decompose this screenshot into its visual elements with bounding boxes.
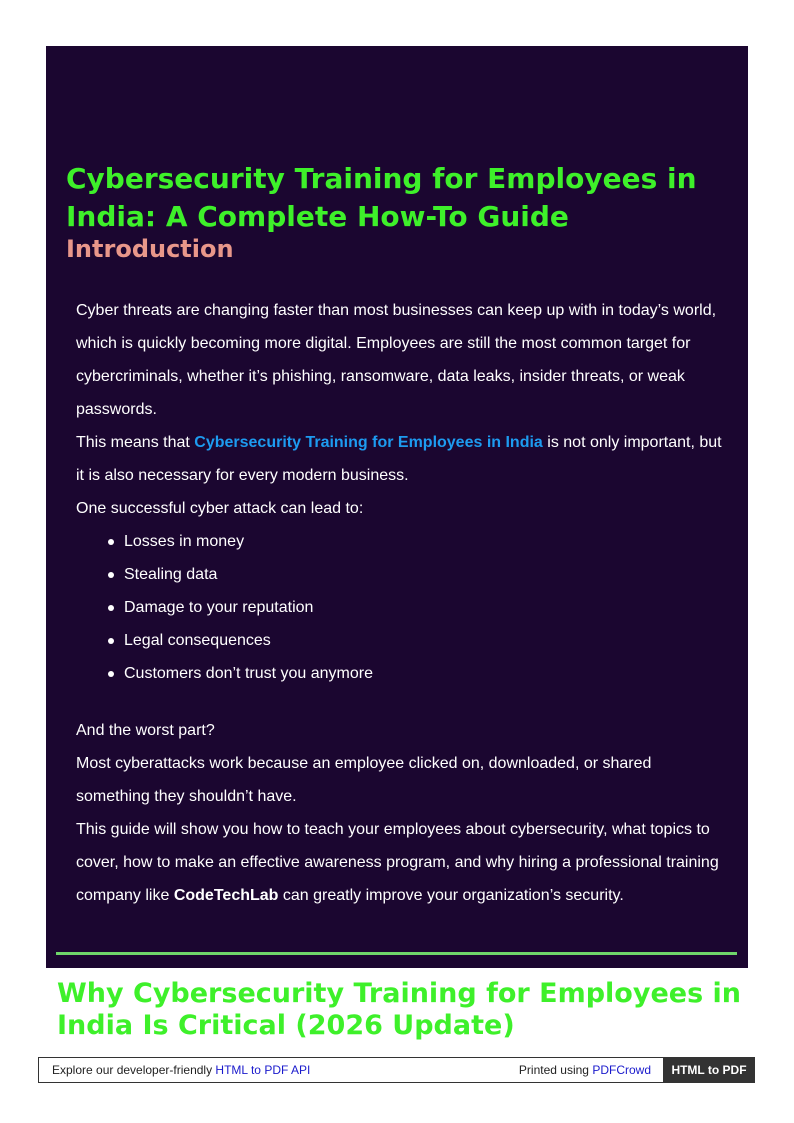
list-item: Customers don’t trust you anymore: [106, 657, 726, 690]
paragraph-importance: [76, 426, 726, 492]
section-title: Why Cybersecurity Training for Employees in India Is Critical (2026 Update): [57, 978, 742, 1041]
paragraph-guide-prefix: This guide will show you how to teach your employees about cybersecurity, what topics to cover, how to make an effective awareness program, and why hiring a professional training company like: [76, 821, 719, 904]
footer-explore: [52, 1063, 310, 1077]
training-link[interactable]: Cybersecurity Training for Employees in India: [194, 434, 543, 451]
intro-heading: Introduction: [66, 235, 234, 263]
list-item: Losses in money: [106, 525, 726, 558]
page-title: Cybersecurity Training for Employees in India: A Complete How-To Guide: [66, 162, 697, 233]
section-divider: [56, 952, 737, 955]
paragraph-guide-suffix: can greatly improve your organization’s security.: [278, 887, 624, 904]
paragraph-threats: Cyber threats are changing faster than most businesses can keep up with in today’s world, which is quickly becoming more digital. Employees are still the most common target for cybercriminals, whether it’s phishing, ransomware, data leaks, insider threats, or weak passwords.: [76, 302, 717, 418]
list-item: Stealing data: [106, 558, 726, 591]
html-to-pdf-badge[interactable]: HTML to PDF: [663, 1057, 755, 1083]
consequences-list: [76, 525, 726, 690]
brand-name: CodeTechLab: [173, 887, 279, 904]
paragraph-employee-clicks: Most cyberattacks work because an employee clicked on, downloaded, or shared something they shouldn’t have.: [76, 755, 652, 805]
spacer: [76, 690, 726, 714]
footer-printed: [519, 1063, 651, 1077]
pdfcrowd-link[interactable]: PDFCrowd: [592, 1063, 651, 1077]
article-body: [76, 294, 726, 912]
footer-explore-text: Explore our developer-friendly: [52, 1063, 216, 1077]
paragraph-consequences-intro: One successful cyber attack can lead to:: [76, 500, 364, 517]
footer-printed-text: Printed using: [518, 1063, 593, 1077]
paragraph-importance-prefix: This means that: [76, 434, 195, 451]
paragraph-worst-part: And the worst part?: [76, 722, 215, 739]
print-footer: [38, 1057, 755, 1083]
article-card: [46, 46, 748, 968]
list-item: Damage to your reputation: [106, 591, 726, 624]
api-link[interactable]: HTML to PDF API: [215, 1063, 311, 1077]
paragraph-guide: [76, 813, 726, 912]
paragraph-importance-suffix: is not only important, but it is also necessary for every modern business.: [76, 434, 722, 484]
list-item: Legal consequences: [106, 624, 726, 657]
